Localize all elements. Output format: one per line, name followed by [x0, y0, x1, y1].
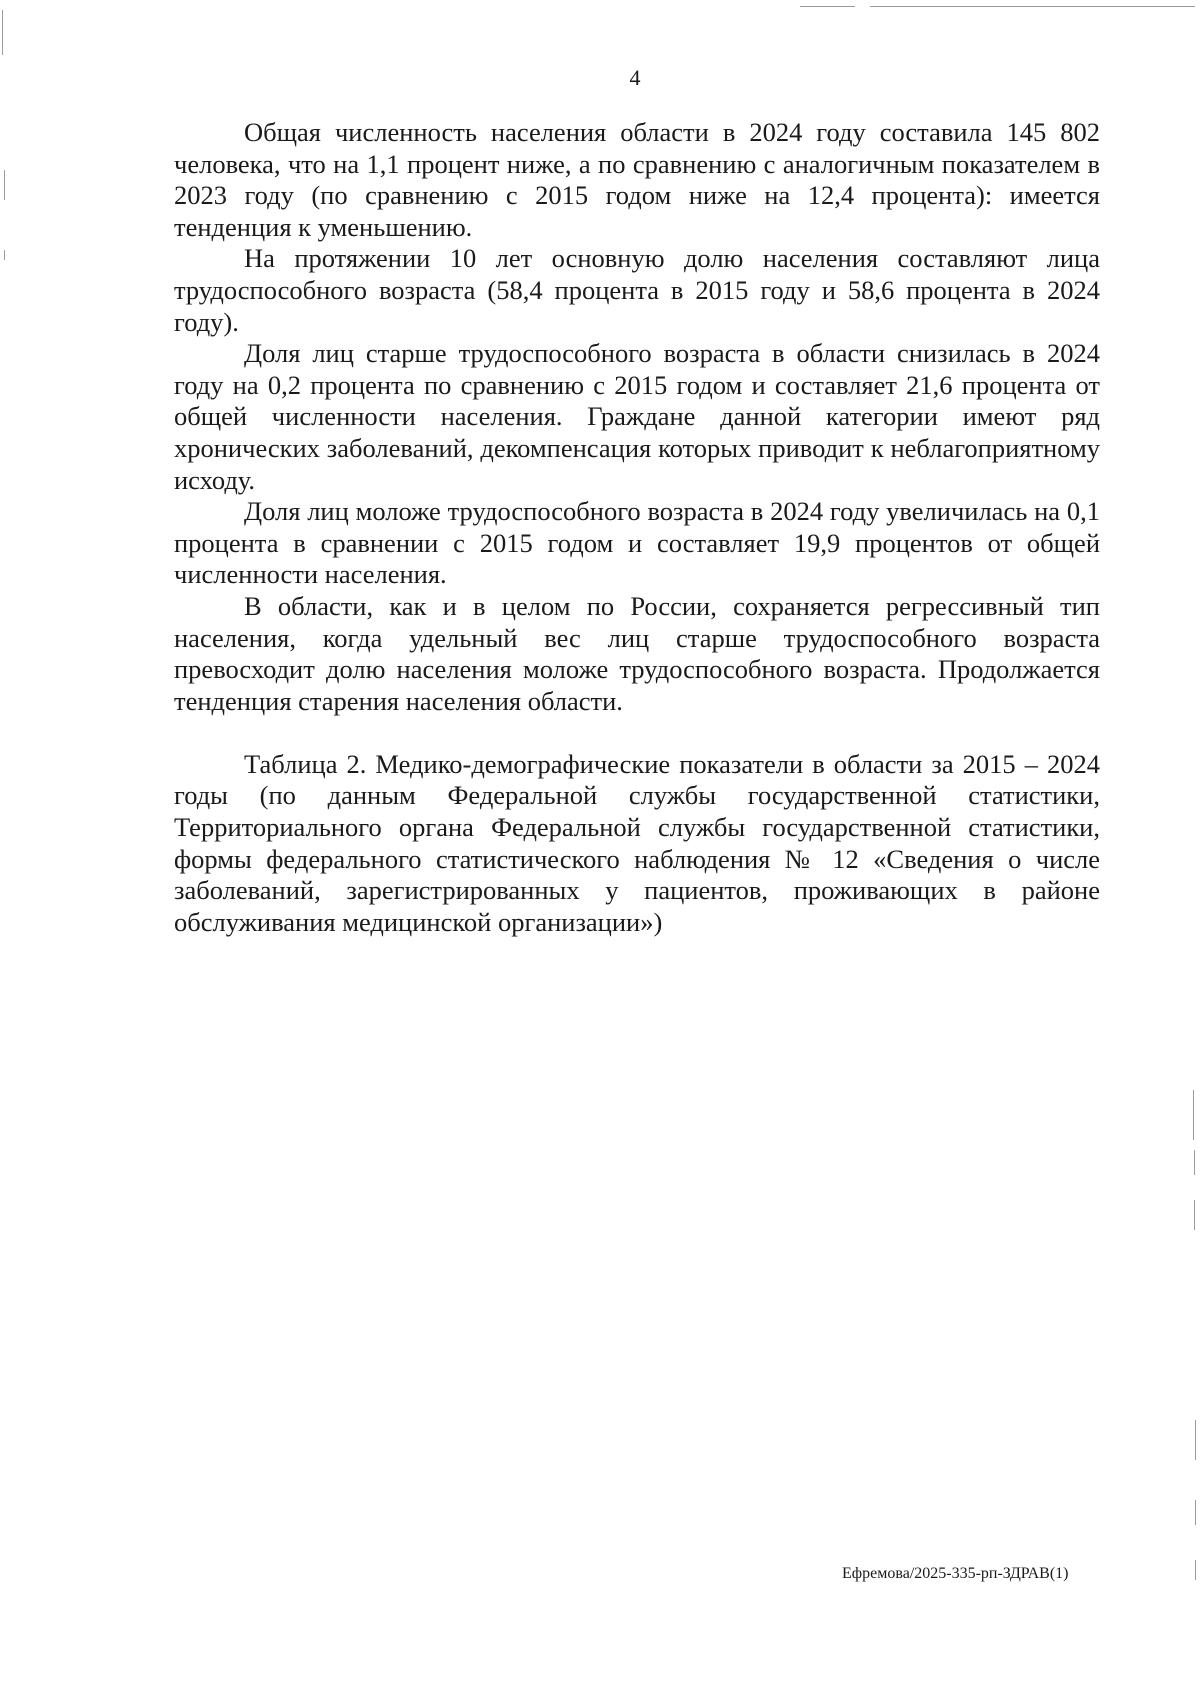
scan-edge-line-top-right [870, 6, 1195, 7]
scan-edge-line-right [1195, 1560, 1196, 1580]
page-number: 4 [629, 65, 641, 90]
paragraph-regressive-population-type: В области, как и в целом по России, сохраняется регрессивный тип населения, когда удельный вес лиц старше трудоспособного возраста превосходит долю населения моложе трудоспособного возраста. Продолжается тенденция старения населения области. [174, 590, 1100, 716]
scan-edge-line-top-right [800, 6, 855, 7]
paragraph-younger-than-working-age: Доля лиц моложе трудоспособного возраста в 2024 году увеличилась на 0,1 процента в сравнении с 2015 годом и составляет 19,9 процентов от общей численности населения. [174, 496, 1100, 590]
paragraph-working-age: На протяжении 10 лет основную долю населения составляют лица трудоспособного возраста (58,4 процента в 2015 году и 58,6 процента в 2024 году). [174, 243, 1100, 337]
paragraph-older-than-working-age: Доля лиц старше трудоспособного возраста в области снизилась в 2024 году на 0,2 процента по сравнению с 2015 годом и составляет 21,6 процента от общей численности населения. Граждане данной категории имеют ряд хронических заболеваний, декомпенсация которых приводит к неблагоприятному исходу. [174, 338, 1100, 495]
scan-edge-line-right [1193, 1090, 1194, 1140]
scan-edge-line-right [1194, 1200, 1195, 1230]
scan-edge-line-right [1195, 1500, 1196, 1525]
scan-edge-line-left [4, 250, 5, 260]
document-registration-code: Ефремова/2025-335-рп-ЗДРАВ(1) [842, 1565, 1069, 1582]
table-caption: Таблица 2. Медико-демографические показатели в области за 2015 – 2024 годы (по данным Федеральной службы государственной статистики, Территориального органа Федеральной службы государственной статистики, формы федерального статистического наблюдения № 12 «Сведения о числе заболеваний, зарегистрированных у пациентов, проживающих в районе обслуживания медицинской организации») [174, 748, 1100, 937]
scan-edge-line-left [4, 170, 5, 200]
document-body [174, 117, 1100, 938]
paragraph-population-total: Общая численность населения области в 2024 году составила 145 802 человека, что на 1,1 процент ниже, а по сравнению с аналогичным показателем в 2023 году (по сравнению с 2015 годом ниже на 12,4 процента): имеется тенденция к уменьшению. [174, 117, 1100, 242]
scan-edge-line-right [1194, 1150, 1195, 1175]
scan-edge-line-right [1195, 1420, 1196, 1460]
scan-edge-line-left [2, 10, 3, 55]
